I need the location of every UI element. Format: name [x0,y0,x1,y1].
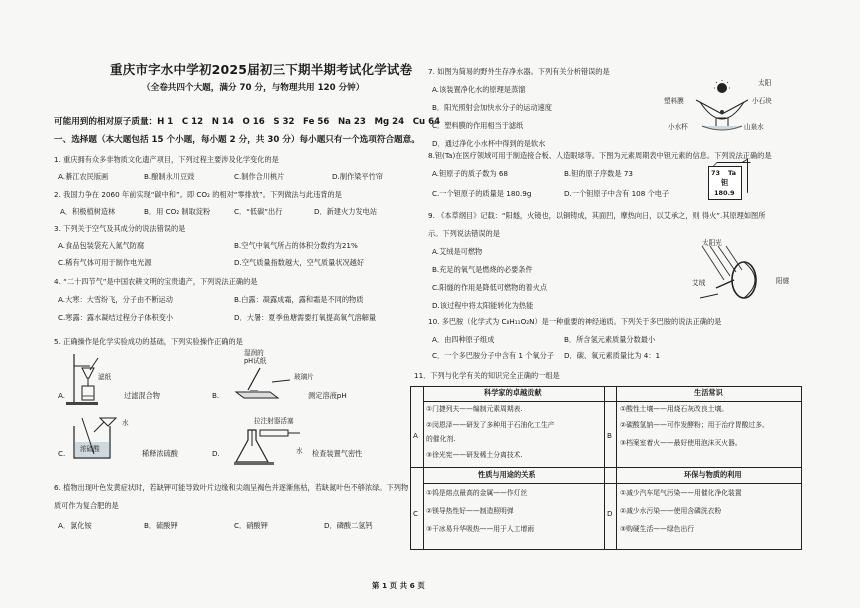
q6-stem-line2: 质可作为复合肥的是 [54,501,119,510]
q11-a3: ③徐光宪——研发稀土分离技术. [426,451,523,459]
tantalum-element-cell [708,166,742,200]
q5-b-tag: 玻璃片 [294,373,314,381]
q11-b3: ③档案室着火——最好使用泡沫灭火器。 [620,439,742,447]
q11-a1: ①门捷列夫——编制元素周期表. [426,405,523,413]
element-mass: 180.9 [714,189,735,197]
q5-b-caption: 测定溶液pH [308,391,347,400]
q6-option-c: C．硝酸钾 [234,521,268,530]
q3-option-b: B.空气中氧气所占的体积分数约为21% [234,241,358,250]
q11-a2: ②闵恩泽——研发了多种用于石油化工生产 [426,421,555,429]
q5-d-caption: 检查装置气密性 [312,449,363,458]
q7-option-c: C．塑料膜的作用相当于滤纸 [432,121,524,130]
q6-option-d: D．磷酸二氢钙 [324,521,373,530]
q2-stem: 2. 我国力争在 2060 年前实现“碳中和”。即 CO₂ 的相对“零排放”。下列做法与此违背的是 [54,190,342,199]
q5-option-d: D. [212,449,220,458]
q9-fig-yang: 阳燧 [776,277,790,285]
q5-stem: 5. 正确操作是化学实验成功的基础，下列实验操作正确的是 [54,337,243,346]
q11-d-head: 环保与物质的利用 [684,470,742,479]
page-footer: 第 1 页 共 6 页 [372,581,425,590]
q11-a2b: 的催化剂. [426,435,456,443]
q1-stem: 1. 重庆拥有众多非物质文化遗产项目，下列过程主要涉及化学变化的是 [54,155,279,164]
q11-b2: ②碳酸氢钠——可作发酵粉；用于治疗胃酸过多。 [620,421,769,429]
q2-option-d: D．新建火力发电站 [314,207,378,216]
q5-b-top: 湿润的 [244,349,264,357]
q7-fig-film: 塑料膜 [664,97,684,105]
airtight-flask-icon [234,426,310,466]
q11-d1: ①减少汽车尾气污染——用催化净化装置 [620,489,742,497]
q2-option-a: A．积极植树造林 [60,207,116,216]
q7-fig-stone: 小石块 [752,97,772,105]
q9-option-d: D.该过程中将太阳能转化为热能 [432,301,534,310]
q1-option-a: A.綦江农民版画 [58,172,109,181]
q7-option-b: B．阳光照射会加快水分子的运动速度 [432,103,552,112]
q1-option-d: D.制作梁平竹帘 [332,172,383,181]
q6-stem-line1: 6. 植物出现叶色发黄症状时，若缺钾可能导致叶片边缘和尖端呈褐色并逐渐焦枯，若缺氮叶色不够浓绿。下列物 [54,483,409,492]
q11-d2: ②减少水污染——使用含磷洗衣粉 [620,507,722,515]
element-symbol: Ta [728,169,736,177]
exam-subtitle: （全卷共四个大题，满分 70 分，与物理共用 120 分钟） [142,83,365,93]
q6-option-a: A．氯化铵 [58,521,92,530]
q3-option-a: A.食品包装袋充入氮气防腐 [58,241,145,250]
q7-option-a: A.该装置净化水的原理是蒸馏 [432,85,526,94]
q9-stem-line1: 9. 《本草纲目》记载：“阳燧，火镜也，以铜铸成，其面凹，摩热向日，以艾承之，则 得火”.其原理如图所 [428,211,766,220]
section-1-heading: 一、选择题（本大题包括 15 个小题，每小题 2 分，共 30 分）每小题只有一个选项符合题意。 [54,135,420,145]
q8-option-c: C.一个钽原子的质量是 180.9g [432,189,532,198]
element-cell-top [712,162,751,167]
q11-c3: ③干冰易升华吸热——用于人工增雨 [426,525,535,533]
q9-fig-sun: 太阳光 [702,239,722,247]
q5-c-caption: 稀释浓硫酸 [142,449,178,458]
q4-option-b: B.白露：凝露成霜，露和霜是不同的物质 [234,295,364,304]
q5-b-top2: pH试纸 [244,357,267,365]
q2-option-b: B．用 CO₂ 制取淀粉 [144,207,211,216]
q9-stem-line2: 示。下列说法错误的是 [428,229,500,238]
element-name: 钽 [721,178,729,187]
q11-c1: ①钨是熔点最高的金属——作灯丝 [426,489,528,497]
exam-title: 重庆市字水中学初2025届初三下期半期考试化学试卷 [110,62,413,77]
q10-stem: 10. 多巴胺（化学式为 C₈H₁₁O₂N）是一种重要的神经递质。下列关于多巴胺的说法正确的是 [428,317,722,326]
q11-label-c: C [413,509,419,518]
q11-label-d: D [607,509,613,518]
q5-a-caption: 过滤混合物 [124,391,160,400]
q11-c-head: 性质与用途的关系 [478,470,536,479]
q3-option-c: C.稀有气体可用于制作电光源 [58,258,152,267]
ph-test-icon [230,366,310,400]
q7-fig-cup: 小水杯 [668,123,688,131]
q8-stem: 8.钽(Ta)在医疗领域可用于制造接合板、人造眼球等。下图为元素周期表中钽元素的信息。下列说法正确的是 [428,151,772,160]
q5-c-tag: 水 [122,419,129,427]
q11-label-b: B [607,431,612,440]
q8-option-d: D.一个钽原子中含有 108 个电子 [564,189,670,198]
q11-c2: ②镁导热性好——制造照明弹 [426,507,514,515]
q5-option-c: C. [58,449,66,458]
q4-option-d: D．大暑：夏季鱼塘需要打氧提高氧气溶解量 [234,313,377,322]
q5-d-top: 拉注射器活塞 [254,417,294,425]
q4-stem: 4. “二十四节气”是中国农耕文明的宝贵遗产，下列说法正确的是 [54,277,258,286]
q7-option-d: D．通过净化小水杯中得到的是软水 [432,139,546,148]
q6-option-b: B．硫酸钾 [144,521,178,530]
q9-option-a: A.艾绒是可燃物 [432,247,483,256]
q4-option-a: A.大寒：大雪纷飞，分子由不断运动 [58,295,173,304]
q9-option-c: C.阳燧的作用是降低可燃物的着火点 [432,283,548,292]
q3-stem: 3. 下列关于空气及其成分的说法错误的是 [54,224,186,233]
q8-option-b: B.钽的原子序数是 73 [564,169,633,178]
q10-option-b: B．所含氢元素质量分数最小 [564,335,656,344]
yangsui-mirror-figure-icon [694,244,780,302]
q5-a-tag: 滤纸 [98,373,112,381]
element-number: 73 [711,169,721,177]
q4-option-c: C.寒露：露水凝结过程分子体积变小 [58,313,174,322]
q2-option-c: C．“低碳”出行 [234,207,283,216]
q11-stem: 11．下列与化学有关的知识完全正确的一组是 [414,371,560,380]
q3-option-d: D.空气质量指数越大，空气质量状况越好 [234,258,365,267]
q5-option-a: A. [58,391,66,400]
q5-c-tag2: 浓硫酸 [80,445,100,453]
q10-option-a: A．由四种原子组成 [432,335,495,344]
q5-d-tag: 水 [296,447,303,455]
q7-fig-water: 山泉水 [744,123,764,131]
q1-option-b: B.酿制永川豆豉 [144,172,195,181]
q1-option-c: C.制作合川桃片 [234,172,285,181]
q10-option-d: D．碳、氧元素质量比为 4：1 [564,351,661,360]
q11-a-head: 科学家的卓越贡献 [484,388,542,397]
q11-b1: ①酸性土壤——用烧石灰改良土壤。 [620,405,729,413]
q9-fig-ai: 艾绒 [692,279,706,287]
q11-d3: ③购硬生活——绿色出行 [620,525,695,533]
q10-option-c: C．一个多巴胺分子中含有 1 个氧分子 [432,351,554,360]
q8-option-a: A.钽原子的质子数为 68 [432,169,509,178]
q11-b-head: 生活常识 [694,388,723,397]
q11-label-a: A [413,431,418,440]
q7-stem: 7. 如图为简易的野外生存净水器。下列有关分析错误的是 [428,67,610,76]
q9-option-b: B.充足的氧气是燃烧的必要条件 [432,265,533,274]
atomic-masses: 可能用到的相对原子质量：H 1 C 12 N 14 O 16 S 32 Fe 56 Na 23 Mg 24 Cu 64 [54,117,441,127]
q5-option-b: B. [212,391,220,400]
q7-fig-sun: 太阳 [758,79,772,87]
